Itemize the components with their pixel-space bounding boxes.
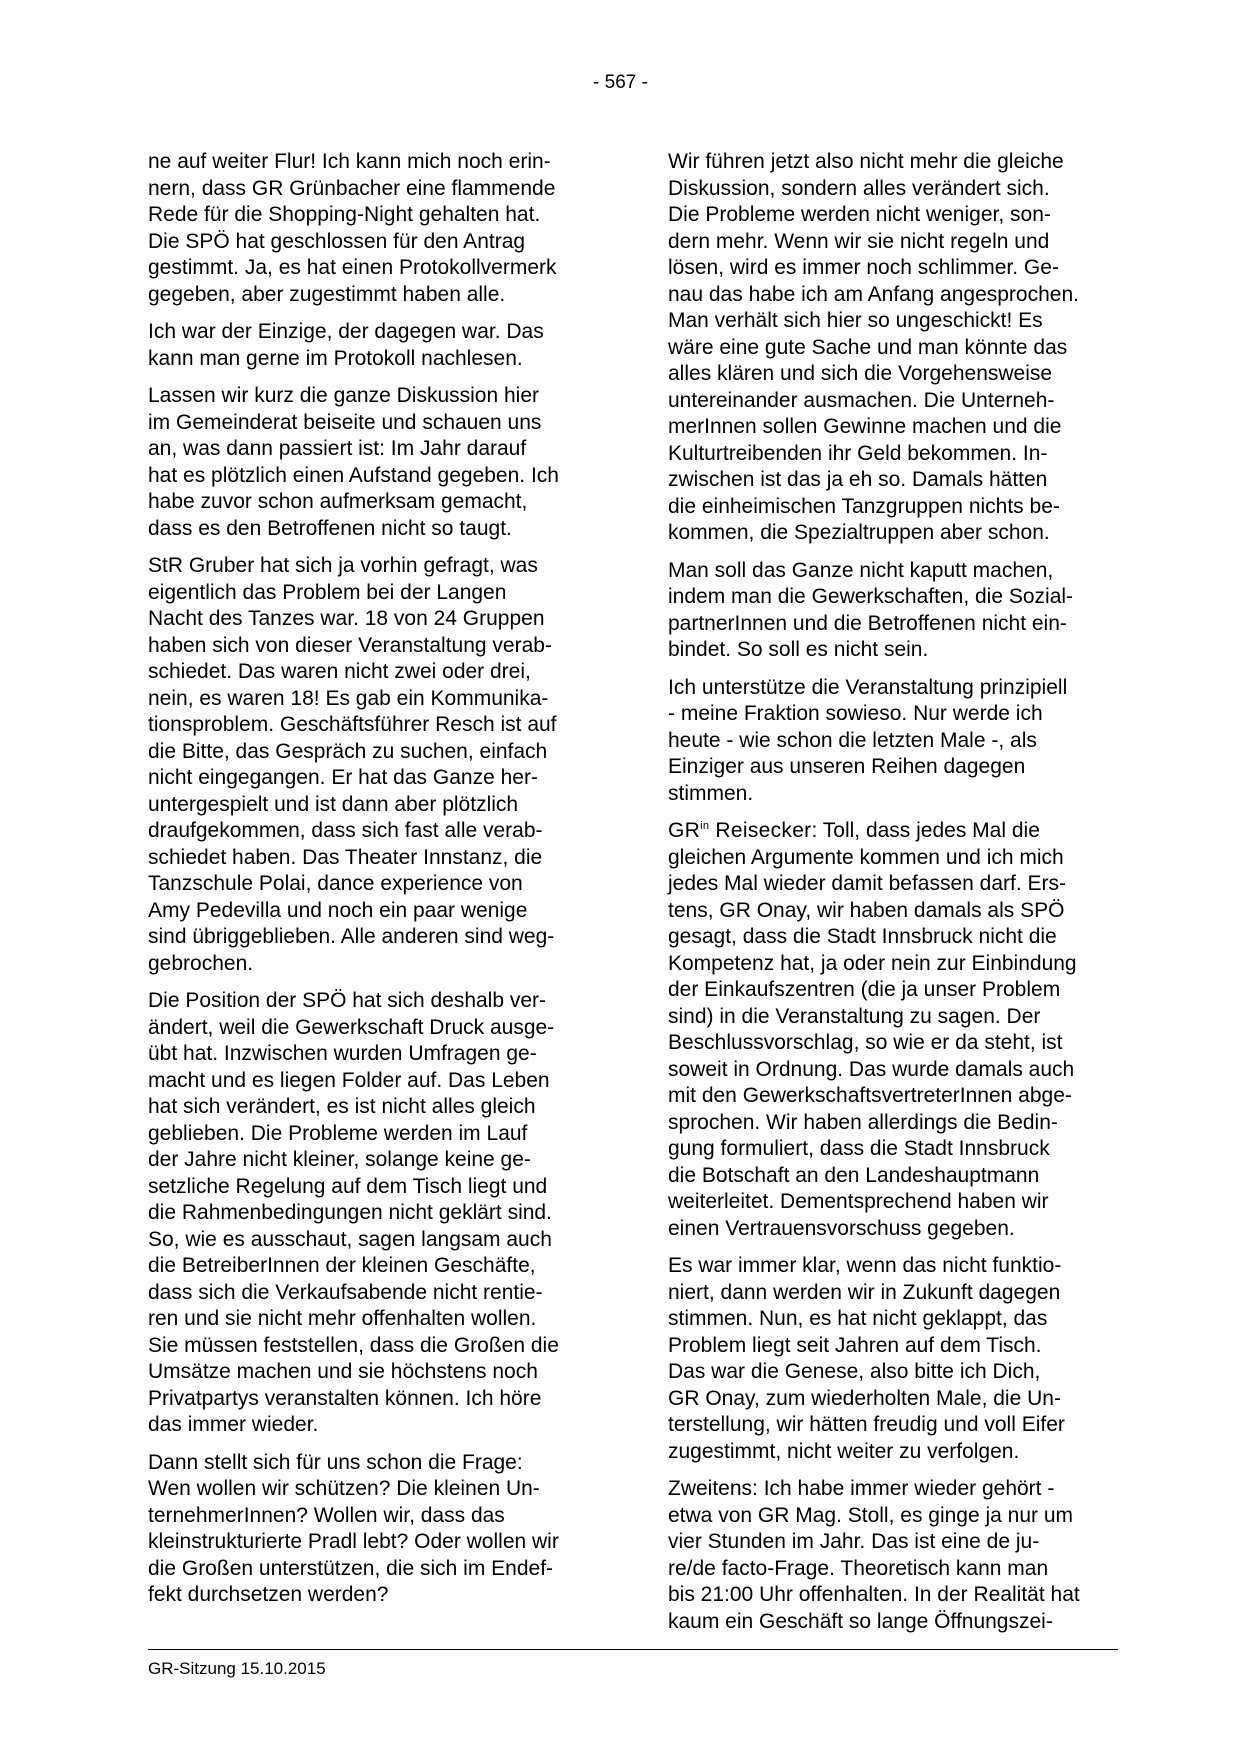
paragraph: Wir führen jetzt also nicht mehr die gleiche Diskussion, sondern alles verändert sich. Die Probleme werden nicht weniger, son- dern mehr. Wenn wir sie nicht regeln und lösen, wird es immer noch schlimmer. Ge- nau das habe ich am Anfang angesprochen. Man verhält sich hier so ungeschickt! Es wäre eine gute Sache und man könnte das alles klären und sich die Vorgehensweise untereinander ausmachen. Die Unterneh- merInnen sollen Gewinne machen und die Kulturtreibenden ihr Geld bekommen. In- zwischen ist das ja eh so. Damals hätten die einheimischen Tanzgruppen nichts be- kommen, die Spezialtruppen aber schon. [668, 150, 1079, 544]
paragraph: Ich war der Einzige, der dagegen war. Das kann man gerne im Protokoll nachlesen. [148, 320, 544, 370]
paragraph: StR Gruber hat sich ja vorhin gefragt, was eigentlich das Problem bei der Langen Nacht des Tanzes war. 18 von 24 Gruppen haben sich von dieser Veranstaltung verab- schiedet. Das waren nicht zwei oder drei, nein, es waren 18! Es gab ein Kommunika- tionsproblem. Geschäftsführer Resch ist auf die Bitte, das Gespräch zu suchen, einfach nicht eingegangen. Er hat das Ganze her- untergespielt und ist dann aber plötzlich draufgekommen, dass sich fast alle verab- schiedet haben. Das Theater Innstanz, die Tanzschule Polai, dance experience von Amy Pedevilla und noch ein paar wenige sind übriggeblieben. Alle anderen sind weg- gebrochen. [148, 554, 557, 975]
footer-divider [148, 1649, 1118, 1650]
paragraph: Man soll das Ganze nicht kaputt machen, indem man die Gewerkschaften, die Sozial- partnerInnen und die Betroffenen nicht ein- bindet. So soll es nicht sein. [668, 558, 1074, 661]
speaker-superscript: in [700, 820, 710, 832]
paragraph: Zweitens: Ich habe immer wieder gehört - etwa von GR Mag. Stoll, es ginge ja nur um vier Stunden im Jahr. Das ist eine de ju- re/de facto-Frage. Theoretisch kann man bis 21:00 Uhr offenhalten. In der Realität hat kaum ein Geschäft so lange Öffnungszei- [668, 1477, 1080, 1633]
paragraph: Die Position der SPÖ hat sich deshalb ver- ändert, weil die Gewerkschaft Druck ausge- übt hat. Inzwischen wurden Umfragen ge- macht und es liegen Folder auf. Das Leben hat sich verändert, es ist nicht alles gleich geblieben. Die Probleme werden im Lauf der Jahre nicht kleiner, solange keine ge- setzliche Regelung auf dem Tisch liegt und die Rahmenbedingungen nicht geklärt sind. So, wie es ausschaut, sagen langsam auch die BetreiberInnen der kleinen Geschäfte, dass sich die Verkaufsabende nicht rentie- ren und sie nicht mehr offenhalten wollen. Sie müssen feststellen, dass die Großen die Umsätze machen und sie höchstens noch Privatpartys veranstalten können. Ich höre das immer wieder. [148, 989, 559, 1436]
left-column [148, 149, 598, 1620]
speaker-surname: Reisecker [709, 819, 812, 842]
speaker-text: : Toll, dass jedes Mal die gleichen Argumente kommen und ich mich jedes Mal wieder damit befassen darf. Ers- tens, GR Onay, wir haben damals als SPÖ gesagt, dass die Stadt Innsbruck nicht die Kompetenz hat, ja oder nein zur Einbindung der Einkaufszentren (die ja unser Problem sind) in die Veranstaltung zu sagen. Der Beschlussvorschlag, so wie er da steht, ist soweit in Ordnung. Das wurde damals auch mit den GewerkschaftsvertreterInnen abge- sprochen. Wir haben allerdings die Bedin- gung formuliert, dass die Stadt Innsbruck die Botschaft an den Landeshauptmann weiterleitet. Dementsprechend haben wir einen Vertrauensvorschuss gegeben. [668, 819, 1077, 1240]
footer-session-label: GR-Sitzung 15.10.2015 [148, 1659, 326, 1678]
paragraph: ne auf weiter Flur! Ich kann mich noch erin- nern, dass GR Grünbacher eine flammende Rede für die Shopping-Night gehalten hat. Die SPÖ hat geschlossen für den Antrag gestimmt. Ja, es hat einen Protokollvermerk gegeben, aber zugestimmt haben alle. [148, 150, 557, 306]
right-column [668, 149, 1120, 1646]
speaker-prefix: GR [668, 819, 701, 842]
speaker-paragraph [668, 818, 1120, 1242]
paragraph: Lassen wir kurz die ganze Diskussion hier im Gemeinderat beiseite und schauen uns an, was dann passiert ist: Im Jahr darauf hat es plötzlich einen Aufstand gegeben. Ich habe zuvor schon aufmerksam gemacht, dass es den Betroffenen nicht so taugt. [148, 384, 559, 540]
page-number: - 567 - [593, 72, 648, 93]
paragraph: Es war immer klar, wenn das nicht funktio- niert, dann werden wir in Zukunft dagegen stimmen. Nun, es hat nicht geklappt, das Problem liegt seit Jahren auf dem Tisch. Das war die Genese, also bitte ich Dich, GR Onay, zum wiederholten Male, die Un- terstellung, wir hätten freudig und voll Eifer zugestimmt, nicht weiter zu verfolgen. [668, 1254, 1065, 1463]
speaker-name [668, 819, 811, 842]
paragraph: Ich unterstütze die Veranstaltung prinzipiell - meine Fraktion sowieso. Nur werde ich heute - wie schon die letzten Male -, als Einziger aus unseren Reihen dagegen stimmen. [668, 675, 1068, 805]
paragraph: Dann stellt sich für uns schon die Frage: Wen wollen wir schützen? Die kleinen Un- ternehmerInnen? Wollen wir, dass das kleinstrukturierte Pradl lebt? Oder wollen wir die Großen unterstützen, die sich im Endef- fekt durchsetzen werden? [148, 1450, 559, 1606]
